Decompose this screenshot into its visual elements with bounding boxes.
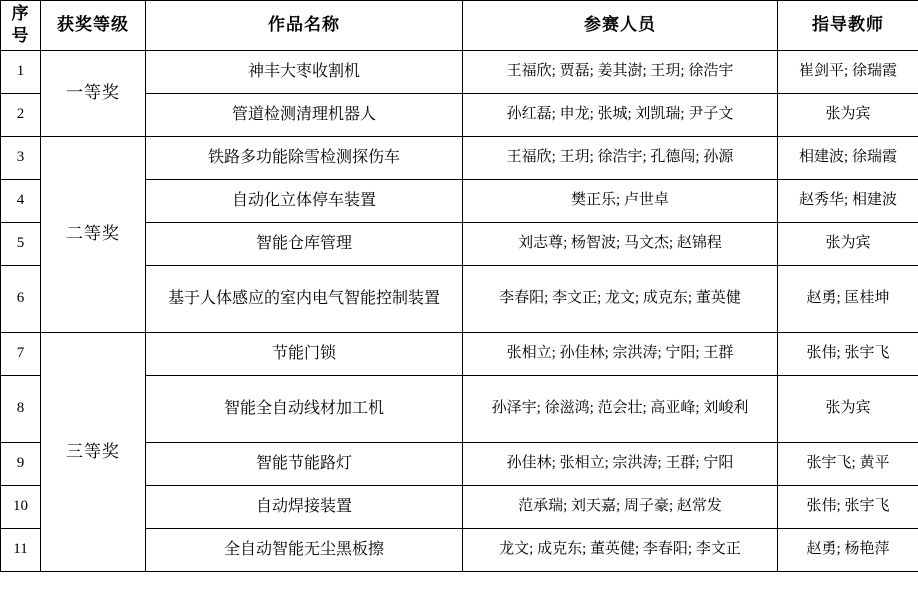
table-header (1, 1, 918, 51)
table-header-row (1, 1, 918, 51)
cell-team: 张相立; 孙佳林; 宗洪涛; 宁阳; 王群 (463, 332, 778, 375)
cell-team: 王福欣; 贾磊; 姜其澍; 王玥; 徐浩宇 (463, 50, 778, 93)
cell-work: 智能全自动线材加工机 (146, 375, 463, 442)
cell-teacher: 张宇飞; 黄平 (778, 442, 918, 485)
cell-work: 基于人体感应的室内电气智能控制装置 (146, 265, 463, 332)
cell-teacher: 赵秀华; 相建波 (778, 179, 918, 222)
header-work: 作品名称 (146, 1, 463, 51)
cell-team: 樊正乐; 卢世卓 (463, 179, 778, 222)
cell-level-third: 三等奖 (41, 332, 146, 571)
cell-team: 龙文; 成克东; 董英健; 李春阳; 李文正 (463, 528, 778, 571)
cell-teacher: 赵勇; 匡桂坤 (778, 265, 918, 332)
cell-team: 孙佳林; 张相立; 宗洪涛; 王群; 宁阳 (463, 442, 778, 485)
table-body (1, 50, 918, 571)
cell-seq: 11 (1, 528, 41, 571)
cell-teacher: 张伟; 张宇飞 (778, 485, 918, 528)
cell-teacher: 张为宾 (778, 222, 918, 265)
cell-work: 铁路多功能除雪检测探伤车 (146, 136, 463, 179)
header-team: 参赛人员 (463, 1, 778, 51)
cell-seq: 6 (1, 265, 41, 332)
header-seq: 序号 (1, 1, 41, 51)
cell-teacher: 张为宾 (778, 375, 918, 442)
cell-teacher: 相建波; 徐瑞霞 (778, 136, 918, 179)
header-level: 获奖等级 (41, 1, 146, 51)
table-row (1, 50, 918, 93)
cell-seq: 2 (1, 93, 41, 136)
cell-work: 自动化立体停车装置 (146, 179, 463, 222)
cell-work: 节能门锁 (146, 332, 463, 375)
cell-seq: 1 (1, 50, 41, 93)
header-teacher: 指导教师 (778, 1, 918, 51)
cell-work: 全自动智能无尘黑板擦 (146, 528, 463, 571)
cell-teacher: 赵勇; 杨艳萍 (778, 528, 918, 571)
table-row (1, 332, 918, 375)
table-row (1, 136, 918, 179)
cell-teacher: 张为宾 (778, 93, 918, 136)
cell-team: 孙泽宇; 徐滋鸿; 范会壮; 高亚峰; 刘峻利 (463, 375, 778, 442)
cell-team: 范承瑞; 刘天嘉; 周子豪; 赵常发 (463, 485, 778, 528)
cell-team: 王福欣; 王玥; 徐浩宇; 孔德闯; 孙源 (463, 136, 778, 179)
cell-seq: 5 (1, 222, 41, 265)
cell-teacher: 张伟; 张宇飞 (778, 332, 918, 375)
cell-team: 孙红磊; 申龙; 张城; 刘凯瑞; 尹子文 (463, 93, 778, 136)
cell-seq: 3 (1, 136, 41, 179)
cell-level-second: 二等奖 (41, 136, 146, 332)
cell-work: 智能仓库管理 (146, 222, 463, 265)
cell-work: 神丰大枣收割机 (146, 50, 463, 93)
cell-team: 刘志尊; 杨智波; 马文杰; 赵锦程 (463, 222, 778, 265)
cell-seq: 4 (1, 179, 41, 222)
cell-work: 管道检测清理机器人 (146, 93, 463, 136)
cell-seq: 7 (1, 332, 41, 375)
cell-teacher: 崔剑平; 徐瑞霞 (778, 50, 918, 93)
cell-seq: 9 (1, 442, 41, 485)
cell-seq: 8 (1, 375, 41, 442)
cell-level-first: 一等奖 (41, 50, 146, 136)
cell-work: 智能节能路灯 (146, 442, 463, 485)
cell-team: 李春阳; 李文正; 龙文; 成克东; 董英健 (463, 265, 778, 332)
cell-work: 自动焊接装置 (146, 485, 463, 528)
cell-seq: 10 (1, 485, 41, 528)
